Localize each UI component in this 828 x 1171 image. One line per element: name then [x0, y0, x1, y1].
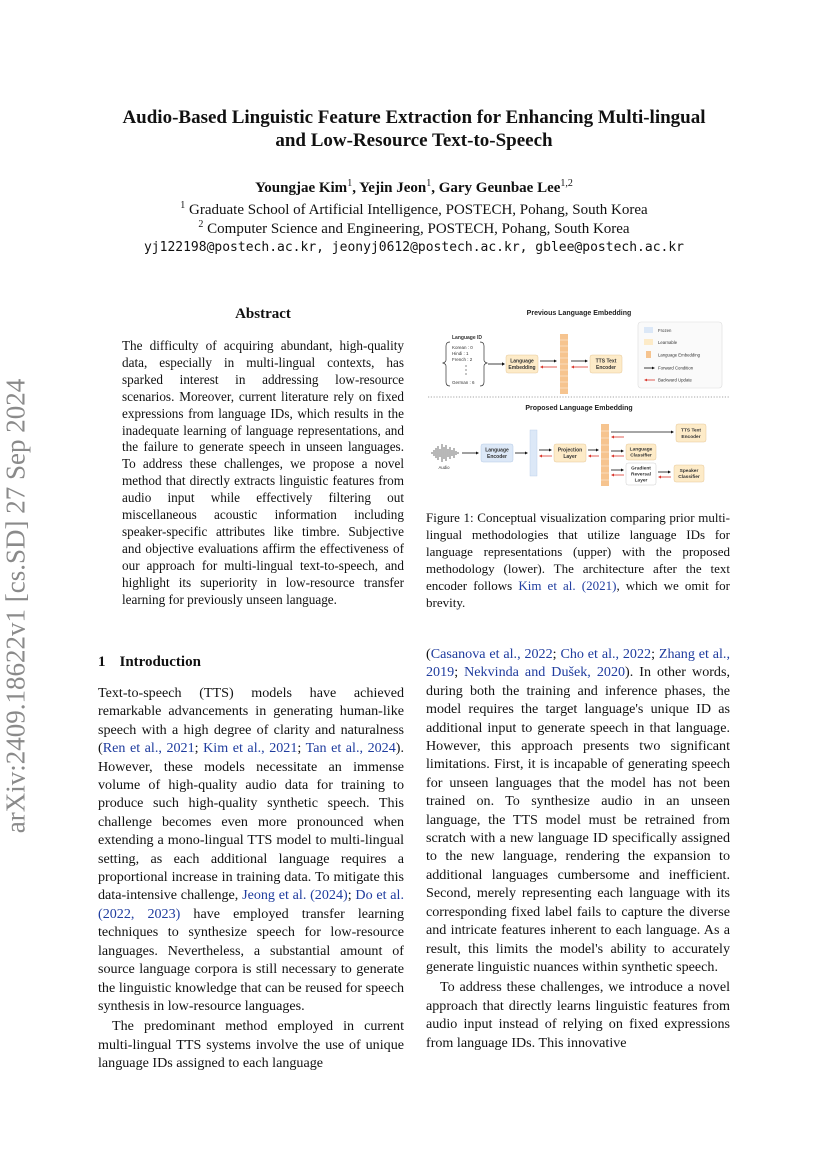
arrow-head: [658, 476, 661, 479]
language-encoder-label-1: Language: [485, 447, 509, 454]
affiliation-superscript: 2: [198, 219, 204, 230]
section-title: Introduction: [119, 654, 201, 670]
language-classifier-label-1: Language: [629, 447, 653, 453]
tts-text-encoder-label-2: Encoder: [681, 435, 701, 440]
author-superscript: 1: [426, 178, 432, 189]
tts-text-encoder-label-2: Encoder: [595, 365, 617, 371]
language-id-entry: Hindi : 1: [452, 351, 469, 356]
paragraph: [98, 684, 404, 1015]
gradient-reversal-label-3: Layer: [634, 478, 648, 484]
language-id-label: Language ID: [452, 335, 483, 341]
citation-link[interactable]: Jeong et al. (2024): [242, 887, 348, 904]
section-heading: [98, 654, 201, 671]
arrow-head: [671, 431, 674, 434]
legend-swatch-frozen: [644, 327, 653, 333]
text-run: ). In other words, during both the training and inference phases, the model requires the target language's unique ID as additional input to generate speech in that language. However, this approach presents two significant limitations. First, it is incapable of generating speech for unseen languages that the model has not been trained on. To synthesize audio in an unseen language, the TTS model must be retrained from scratch with a new language ID specifically assigned to the new language, rendering the expansion to additional languages cumbersome and inefficient. Second, merely representing each language with its corresponding fixed label fails to capture the diverse and intricate features inherent to each language. As a result, this limits the model's ability to accurately generate linguistic nuances within synthetic speech.: [426, 664, 730, 975]
text-run: ;: [347, 887, 356, 904]
text-run: ). However, these models necessitate an immense volume of high-quality audio data for training to produce such high-quality synthetic speech. This challenge becomes even more pronounced when extending a mono-lingual TTS model to multi-lingual setting, as each additional language requires a proportional increase in training data. To mitigate this data-intensive challenge,: [98, 740, 404, 904]
figure-bottom-title: Proposed Language Embedding: [525, 405, 633, 412]
citation-link[interactable]: Tan et al., 2024: [305, 740, 396, 757]
affiliation-1: [60, 200, 768, 219]
language-embedding-vector: [601, 424, 609, 486]
language-classifier-label-2: Classifier: [630, 453, 652, 459]
arrow-head: [621, 469, 624, 472]
citation-link[interactable]: Casanova et al., 2022: [430, 646, 553, 662]
author-superscript: 1,2: [560, 178, 573, 189]
affiliation-superscript: 1: [180, 200, 186, 211]
author-list: Youngjae Kim$^1$, Yejin Jeon$^1$, Gary Geunbae Lee$^{1,2}$: [255, 178, 573, 196]
author-name: Youngjae Kim: [255, 180, 348, 196]
arrow-head: [554, 360, 557, 363]
language-id-entry: Korean : 0: [452, 345, 473, 350]
author-name: Yejin Jeon: [359, 180, 427, 196]
text-run: Text-to-speech (TTS) models have achieved remarkable advancements in generating human-like speech with a high degree of clarity and naturalness (: [98, 685, 404, 757]
text-run: have employed transfer learning techniques to synthesize speech for low-resource languages. Nevertheless, a substantial amount of source language corpora is still necessary to generate the linguistic knowledge that can be reused for speech synthesis in low-resource languages.: [98, 905, 404, 1014]
title-line-1: Audio-Based Linguistic Feature Extraction for Enhancing Multi-lingual: [122, 107, 706, 128]
citation-link[interactable]: Nekvinda and Dušek, 2020: [464, 664, 626, 681]
arrow-head: [549, 449, 552, 452]
arrow-head: [611, 474, 614, 477]
arrow-head: [502, 362, 505, 365]
language-encoder-label-2: Encoder: [486, 454, 508, 460]
ellipsis-dot: [465, 365, 466, 366]
arrow-head: [525, 452, 528, 455]
text-run: , which we omit for brevity.: [426, 578, 731, 610]
paragraph: The predominant method employed in current multi-lingual TTS systems involve the use of unique language IDs assigned to each language: [98, 1018, 404, 1072]
gradient-reversal-label-2: Reversal: [630, 472, 652, 478]
citation-link[interactable]: Cho et al., 2022: [560, 646, 652, 662]
citation-link[interactable]: Kim et al., 2021: [203, 740, 298, 757]
language-embedding-label-1: Language: [510, 358, 534, 365]
right-column-body: [426, 645, 730, 1052]
legend-label: Language Embedding: [658, 352, 701, 358]
arrow-head: [476, 452, 479, 455]
legend-swatch-embedding: [646, 351, 651, 358]
affiliation-text: Computer Science and Engineering, POSTECH, Pohang, South Korea: [207, 221, 630, 237]
left-column-body: [98, 684, 404, 1073]
audio-label: Audio: [438, 465, 450, 470]
section-number: 1: [98, 654, 106, 670]
language-id-entry: French : 2: [452, 357, 473, 362]
ellipsis-dot: [465, 369, 466, 370]
arrow-head: [668, 471, 671, 474]
text-run: ;: [454, 664, 465, 681]
audio-feature-vector: [530, 430, 537, 476]
language-embedding-label-2: Embedding: [508, 365, 536, 371]
title-line-2: and Low-Resource Text-to-Speech: [275, 130, 553, 151]
figure-1-diagram: [426, 300, 732, 500]
citation-link[interactable]: Do et al. (2022, 2023): [98, 887, 404, 922]
text-run: Figure 1: Conceptual visualization comparing prior multi-lingual methodologies that utilize language IDs for language representations (upper) with the proposed methodology (lower). The architecture after the text encoder follows: [426, 510, 730, 593]
author-emails: yj122198@postech.ac.kr, jeonyj0612@postech.ac.kr, gblee@postech.ac.kr: [143, 240, 685, 255]
text-run: ;: [651, 646, 659, 662]
citation-link[interactable]: Ren et al., 2021: [102, 740, 195, 757]
paragraph: (Casanova et al., 2022; Cho et al., 2022; Zhang et al., 2019; Nekvinda and Dušek, 2020). In other words, during both the training and inference phases, the model requires the target language's unique ID as additional input to generate speech in that language. However, this approach presents two significant limitations. First, it is incapable of generating speech for unseen languages that the model has not been trained on. To synthesize audio in an unseen language, the TTS model must be retrained from scratch with a new language ID specifically assigned to the new language, rendering the expansion to additional languages cumbersome and inefficient. Second, merely representing each language with its corresponding fixed label fails to capture the diverse and intricate features inherent to each language. As a result, this limits the model's ability to accurately generate linguistic nuances within synthetic speech.: [426, 646, 730, 975]
arrow-head: [540, 366, 543, 369]
affiliation-text: Graduate School of Artificial Intelligence, POSTECH, Pohang, South Korea: [189, 202, 648, 218]
abstract-heading: Abstract: [235, 306, 291, 322]
text-run: ;: [194, 740, 204, 757]
audio-waveform-icon: [432, 444, 458, 462]
text-run: ;: [552, 646, 561, 662]
tts-text-encoder-label-1: TTS Text: [681, 428, 701, 434]
text-run: ;: [297, 740, 306, 757]
legend-label: Forward Condition: [658, 365, 694, 371]
tts-text-encoder-label-1: TTS Text: [595, 358, 617, 365]
speaker-classifier-label-2: Classifier: [678, 475, 700, 480]
author-name: Gary Geunbae Lee: [438, 180, 561, 196]
projection-layer-label-2: Layer: [563, 454, 577, 460]
paper-title: [60, 106, 768, 152]
legend-label: Frozen: [658, 328, 672, 333]
arrow-head: [539, 455, 542, 458]
figure-caption: [426, 509, 730, 611]
arrow-head: [596, 449, 599, 452]
speaker-classifier-label-1: Speaker: [679, 469, 699, 474]
left-brace: [443, 342, 450, 386]
legend-swatch-learnable: [644, 339, 653, 345]
language-id-entry: German : 6: [452, 380, 475, 385]
legend-label: Backward Update: [658, 377, 692, 383]
ellipsis-dot: [465, 373, 466, 374]
arrow-head: [611, 455, 614, 458]
arrow-head: [611, 436, 614, 439]
arrow-head: [588, 455, 591, 458]
arrow-head: [621, 450, 624, 453]
paragraph: To address these challenges, we introduce a novel approach that directly learns linguistic features from audio input instead of relying on fixed expressions from language IDs. This innovative: [426, 979, 730, 1051]
figure-top-title: Previous Language Embedding: [526, 310, 632, 317]
legend-label: Learnable: [658, 340, 678, 345]
gradient-reversal-label-1: Gradient: [631, 466, 651, 472]
abstract-text: The difficulty of acquiring abundant, high-quality data, especially in multi-lingual contexts, has sparked interest in addressing low-resource scenarios. Moreover, current literature rely on fixed expressions from language IDs, which results in the inadequate learning of language representations, and the failure to generate speech in unseen languages. To address these challenges, we propose a novel method that directly extracts linguistic features from audio input while effectively filtering out miscellaneous acoustic information including speaker-specific attributes like timbre. Subjective and objective evaluations affirm the effectiveness of our approach for multi-lingual text-to-speech, and highlight its superiority in low-resource transfer learning for previously unseen language.: [122, 338, 404, 607]
citation-link[interactable]: Kim et al. (2021): [518, 578, 617, 593]
citation-link[interactable]: Zhang et al., 2019: [426, 646, 730, 681]
projection-layer-label-1: Projection: [557, 447, 583, 454]
author-superscript: 1: [347, 178, 353, 189]
right-brace: [480, 342, 487, 386]
affiliation-2: [60, 219, 768, 238]
arrow-head: [571, 366, 574, 369]
arrow-head: [585, 360, 588, 363]
